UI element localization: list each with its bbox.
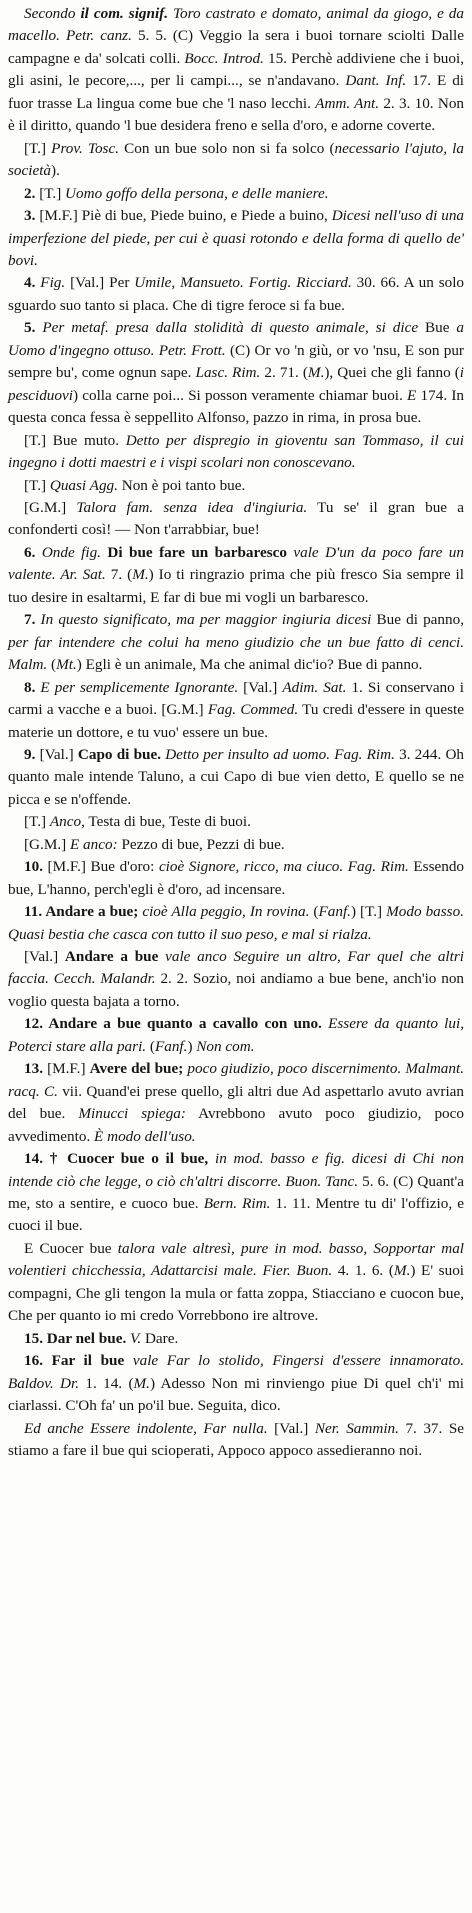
text-run: [T.] bbox=[24, 139, 52, 157]
text-run: Petr. canz. bbox=[65, 27, 132, 45]
text-run: Per metaf. presa dalla stolidità di questo animale, si dice bbox=[42, 319, 426, 337]
text-run: 10. bbox=[24, 858, 48, 876]
text-run: vale D'un da poco fare un valente. Ar. Sat. bbox=[8, 543, 464, 584]
text-run: E anco: bbox=[69, 835, 118, 853]
text-run: 7. ( bbox=[105, 566, 133, 584]
text-run: ), Quei che gli fanno ( bbox=[324, 364, 460, 382]
text-run: i pesciduovi bbox=[8, 364, 465, 404]
text-run: [Val.] bbox=[267, 1419, 315, 1437]
text-run: Fig. bbox=[40, 274, 66, 292]
text-run: Amm. Ant. bbox=[315, 94, 380, 112]
text-run: Bue bbox=[425, 319, 457, 337]
entry-paragraph bbox=[8, 1350, 464, 1417]
text-run: Andare a bue bbox=[64, 948, 166, 966]
entry-paragraph bbox=[8, 3, 464, 138]
text-run: [T.] bbox=[24, 476, 50, 494]
text-run: Non com. bbox=[196, 1037, 255, 1055]
text-run: 1. 11. Mentre tu di' l'offizio, e cuoci il bue. bbox=[8, 1195, 464, 1235]
text-run: Tu credi d'essere in queste materie un dottore, e tu vuo' essere un bue. bbox=[8, 701, 464, 741]
text-run: [Val.] Per bbox=[65, 274, 135, 292]
text-run: [Val.] bbox=[24, 948, 65, 966]
text-run: [T.] bbox=[39, 184, 66, 202]
text-run: vale anco Seguire un altro, Far quel che altri faccia. Cecch. Malandr. bbox=[8, 948, 464, 988]
text-run: E Cuocer bue bbox=[24, 1239, 118, 1257]
entry-paragraph bbox=[8, 542, 464, 609]
text-run: in mod. basso e fig. dicesi di Chi non intende ciò che legge, o ciò ch'altri discorre. Buon. Tanc. bbox=[8, 1150, 464, 1190]
text-run: 30. 66. A un solo sguardo suo tanto si placa. Che di tigre feroce si fa bue. bbox=[8, 274, 465, 314]
text-run: Lasc. Rim. bbox=[195, 364, 261, 382]
text-run: [G.M.] bbox=[24, 498, 77, 516]
text-run: Quasi Agg. bbox=[49, 476, 118, 494]
entry-paragraph bbox=[8, 183, 464, 205]
text-run: Non è poi tanto bue. bbox=[117, 476, 246, 494]
text-run: 2. 2. Sozio, noi andiamo a bue bene, anch'io non voglio questa bajata a torno. bbox=[8, 970, 465, 1010]
dictionary-entry-bue bbox=[8, 3, 464, 1462]
text-run: 12. Andare a bue quanto a cavallo con uno. bbox=[24, 1015, 329, 1033]
text-run: Dicesi nell'uso di una imperfezione del piede, per cui è quasi rotondo e della forma di quello de' bovi. bbox=[8, 207, 465, 269]
text-run: Onde fig. bbox=[41, 543, 108, 561]
text-run: ) [T.] bbox=[350, 903, 387, 921]
text-run: 6. bbox=[24, 543, 42, 561]
text-run: 11. Andare a bue; bbox=[24, 903, 143, 921]
text-run: 9. bbox=[24, 745, 40, 763]
text-run: ( bbox=[47, 656, 57, 674]
entry-paragraph bbox=[8, 901, 464, 946]
text-run: Di bue fare un barbaresco bbox=[107, 543, 294, 561]
text-run: 13. bbox=[24, 1060, 48, 1078]
text-run: Anco, bbox=[49, 813, 85, 831]
entry-paragraph bbox=[8, 609, 464, 676]
text-run: vii. Quand'ei prese quello, gli altri due Ad aspettarlo avuto avrian del bue. bbox=[8, 1082, 464, 1123]
entry-paragraph bbox=[8, 1148, 464, 1238]
text-run: Ed anche Essere indolente, Far nulla. bbox=[24, 1419, 268, 1437]
text-run: Fanf. bbox=[154, 1037, 188, 1055]
text-run: ( bbox=[309, 903, 319, 921]
entry-paragraph bbox=[8, 677, 464, 744]
text-run: [M.F.] Piè di bue, Piede buino, e Piede a buino, bbox=[39, 207, 332, 225]
text-run: Umile, Mansueto. Fortig. Ricciard. bbox=[134, 274, 352, 292]
text-run: Essere da quanto lui, Poterci stare alla pari. bbox=[8, 1015, 464, 1055]
entry-paragraph bbox=[8, 834, 464, 856]
text-run: M. bbox=[133, 1374, 150, 1392]
text-run: 5. 6. (C) Quant'a me, sto a sentire, e cuoco bue. bbox=[8, 1172, 464, 1213]
text-run: Prov. Tosc. bbox=[51, 139, 119, 157]
entry-paragraph bbox=[8, 430, 464, 475]
text-run: ). bbox=[51, 162, 60, 180]
text-run: ) E' suoi compagni, Che gli tengon la mula or fatta zoppa, Stiacciano e cuocon bue, Che per quanto io mi credo Vorrebbono ire altrove. bbox=[8, 1262, 465, 1325]
text-run: [Val.] bbox=[39, 745, 78, 763]
text-run: per far intendere che colui ha meno giudizio che un bue fatto di cenci. Malm. bbox=[8, 633, 464, 674]
text-run: Tu se' il gran bue a confonderti così! — Non t'arrabbiar, bue! bbox=[8, 498, 464, 539]
text-run: Dant. Inf. bbox=[345, 72, 407, 90]
text-run: Bocc. Introd. bbox=[184, 49, 264, 67]
entry-paragraph bbox=[8, 497, 464, 542]
text-run: (C) Or vo 'n giù, or vo 'nsu, E son pur sempre bu', come ognun sape. bbox=[8, 341, 464, 382]
text-run: ) bbox=[187, 1037, 197, 1055]
text-run: a Uomo d'ingegno ottuso. Petr. Frott. bbox=[8, 319, 465, 359]
entry-paragraph bbox=[8, 1058, 464, 1148]
entry-paragraph bbox=[8, 317, 464, 429]
entry-paragraph bbox=[8, 1238, 464, 1328]
text-run: Adim. Sat. bbox=[282, 678, 347, 696]
text-run: Essendo bue, L'hanno, perch'egli è d'oro, ad incensare. bbox=[8, 858, 465, 898]
text-run: 5. bbox=[24, 319, 43, 337]
text-run: Talora fam. senza idea d'ingiuria. bbox=[76, 498, 308, 516]
text-run: Con un bue solo non si fa solco ( bbox=[119, 139, 335, 157]
text-run: Modo basso. Quasi bestia che casca con tutto il suo peso, e mal si rialza. bbox=[8, 903, 464, 943]
text-run: In questo significato, ma per maggior ingiuria dicesi bbox=[40, 611, 377, 629]
text-run: ) colla carne poi... Si posson veramente chiamar buoi. bbox=[72, 386, 408, 404]
text-run: Minucci spiega: bbox=[78, 1105, 186, 1123]
text-run: ( bbox=[146, 1037, 155, 1055]
text-run: È modo dell'uso. bbox=[94, 1127, 196, 1145]
entry-paragraph bbox=[8, 1013, 464, 1058]
text-run: 1. Si conservano i carmi a vacche e a buoi. [G.M.] bbox=[8, 678, 464, 719]
text-run: [M.F.] Bue d'oro: bbox=[47, 858, 159, 876]
text-run: E per semplicemente Ignorante. bbox=[40, 678, 239, 696]
text-run: 15. Perchè addiviene che i buoi, gli asini, le pecore,..., per li campi..., se n'andavano. bbox=[8, 49, 464, 90]
entry-paragraph bbox=[8, 856, 464, 901]
text-run: 174. In questa conca fessa è seppellito Alfonso, pazzo in rima, in prosa bue. bbox=[8, 386, 464, 427]
entry-paragraph bbox=[8, 744, 464, 811]
text-run: 2. bbox=[24, 184, 40, 202]
text-run: 4. 1. 6. ( bbox=[332, 1262, 394, 1280]
text-run: 14. † Cuocer bue o il bue, bbox=[24, 1150, 215, 1168]
text-run: 16. Far il bue bbox=[24, 1352, 133, 1370]
text-run: Avere del bue; bbox=[89, 1060, 188, 1078]
text-run: V. bbox=[130, 1329, 142, 1347]
text-run: Uomo goffo della persona, e delle maniere. bbox=[65, 184, 329, 202]
text-run: Dare. bbox=[141, 1329, 179, 1347]
text-run: Detto per dispregio in gioventu san Tommaso, il cui ingegno i dotti maestri e i vispi scolari non conoscevano. bbox=[8, 431, 464, 472]
entry-paragraph bbox=[8, 946, 464, 1013]
entry-paragraph bbox=[8, 1328, 464, 1350]
entry-paragraph bbox=[8, 272, 464, 317]
text-run: vale Far lo stolido, Fingersi d'essere innamorato. Baldov. Dr. bbox=[8, 1352, 464, 1392]
text-run: 2. 71. ( bbox=[260, 364, 308, 382]
text-run: 7. bbox=[24, 611, 41, 629]
text-run: [M.F.] bbox=[47, 1060, 90, 1078]
text-run: Capo di bue. bbox=[77, 745, 166, 763]
text-run: Toro castrato e domato, animal da giogo, e da macello. bbox=[8, 5, 464, 45]
text-run: Fanf. bbox=[318, 903, 351, 921]
text-run: Secondo bbox=[24, 5, 81, 22]
text-run: M. bbox=[132, 566, 149, 584]
entry-paragraph bbox=[8, 811, 464, 833]
entry-paragraph bbox=[8, 1418, 464, 1463]
text-run: 8. bbox=[24, 678, 41, 696]
text-run: ) Egli è un animale, Ma che animal dic'io? Bue di panno. bbox=[76, 656, 423, 674]
text-run: M. bbox=[307, 364, 325, 382]
text-run: Pezzo di bue, Pezzi di bue. bbox=[117, 835, 285, 853]
text-run: talora vale altresì, pure in mod. basso, Sopportar mal volentieri chicchessia, Adattarcisi male. Fier. Buon. bbox=[8, 1239, 465, 1280]
text-run: 2. 3. 10. Non è il diritto, quando 'l bue desidera freno e sella d'oro, e adorne coverte. bbox=[8, 94, 465, 135]
text-run: Avrebbono avuto poco giudizio, poco avvedimento. bbox=[8, 1105, 464, 1145]
text-run: il com. signif. bbox=[80, 5, 173, 22]
text-run: Bern. Rim. bbox=[203, 1195, 271, 1213]
text-run: ) Io ti ringrazio prima che più fresco Sia sempre il tuo desire in esaltarmi, E far di bue mi vogli un barbaresco. bbox=[8, 566, 464, 606]
text-run: 1. 14. ( bbox=[79, 1374, 134, 1392]
text-run: poco giudizio, poco discernimento. Malmant. racq. C. bbox=[8, 1060, 465, 1100]
text-run: 3. bbox=[24, 207, 40, 225]
text-run: Mt. bbox=[56, 656, 77, 674]
text-run: 7. 37. Se stiamo a fare il bue qui scioperati, Appoco appoco assedieranno noi. bbox=[8, 1419, 465, 1459]
text-run: M. bbox=[393, 1262, 411, 1280]
text-run: [T.] bbox=[24, 813, 50, 831]
text-run: E bbox=[407, 386, 417, 404]
text-run: [Val.] bbox=[238, 678, 283, 696]
entry-paragraph bbox=[8, 205, 464, 272]
text-run: cioè Alla peggio, In rovina. bbox=[142, 903, 310, 921]
text-run: Fag. Commed. bbox=[207, 701, 299, 719]
entry-paragraph bbox=[8, 475, 464, 497]
text-run: [G.M.] bbox=[24, 835, 70, 853]
text-run: Testa di bue, Teste di buoi. bbox=[84, 813, 251, 831]
text-run: 3. 244. Oh quanto male intende Taluno, a cui Capo di bue vien detto, E quello se ne picca e se n'offende. bbox=[8, 745, 464, 808]
text-run: [T.] Bue muto. bbox=[24, 431, 126, 449]
text-run: Detto per insulto ad uomo. Fag. Rim. bbox=[165, 745, 395, 763]
text-run: 5. 5. (C) Veggio la sera i buoi tornare sciolti Dalle campagne e da' solcati colli. bbox=[8, 27, 464, 67]
text-run: 17. E di fuor trasse La lingua come bue che 'l naso lecchi. bbox=[8, 72, 465, 112]
entry-paragraph bbox=[8, 138, 464, 183]
text-run: necessario l'ajuto, la società bbox=[8, 139, 464, 180]
text-run: Bue di panno, bbox=[376, 611, 465, 629]
text-run: 4. bbox=[24, 274, 41, 292]
text-run: ) Adesso Non mi rinviengo piue Di quel ch'i' mi ciarlassi. C'Oh fa' un po'il bue. Seguita, dico. bbox=[8, 1374, 464, 1415]
text-run: 15. Dar nel bue. bbox=[24, 1329, 131, 1347]
text-run: cioè Signore, ricco, ma ciuco. Fag. Rim. bbox=[158, 858, 409, 876]
text-run: Ner. Sammin. bbox=[314, 1419, 399, 1437]
